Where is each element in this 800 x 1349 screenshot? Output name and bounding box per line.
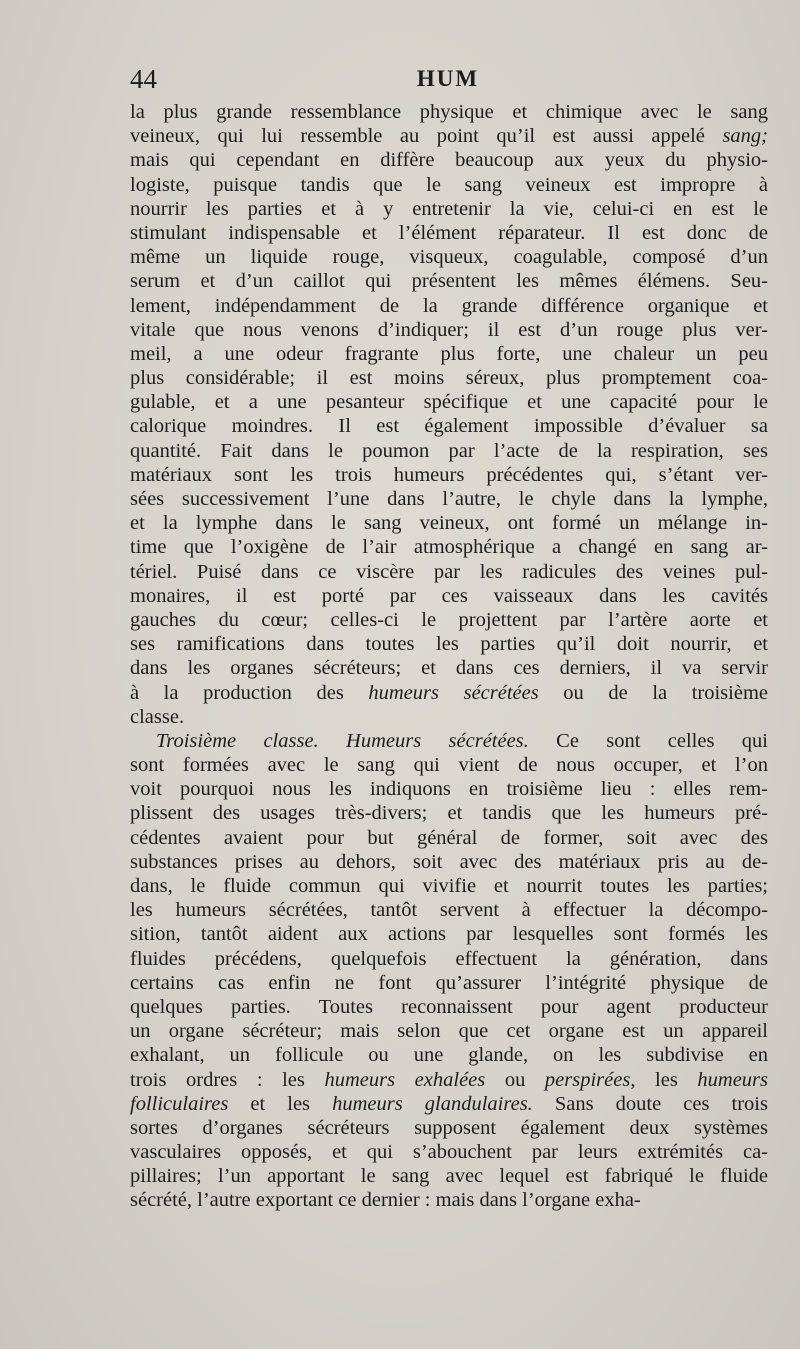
text-span: dans les organes sécréteurs; et dans ces derniers, il va servir xyxy=(130,657,768,680)
text-span: les humeurs sécrétées, tantôt servent à effectuer la décompo- xyxy=(130,899,768,922)
text-line xyxy=(130,148,768,172)
text-span: gulable, et a une pesanteur spécifique et une capacité pour le xyxy=(130,391,768,414)
text-line xyxy=(130,656,768,680)
text-line xyxy=(130,1188,768,1212)
text-line xyxy=(130,705,768,729)
text-span: vitale que nous venons d’indiquer; il est d’un rouge plus ver- xyxy=(130,318,768,341)
text-line xyxy=(130,1164,768,1188)
text-span: stimulant indispensable et l’élément réparateur. Il est donc de xyxy=(130,221,768,244)
text-span: lement, indépendamment de la grande différence organique et xyxy=(130,294,768,317)
text-span: plissent des usages très-divers; et tandis que les humeurs pré- xyxy=(130,802,768,825)
text-span: veineux, qui lui ressemble au point qu’il est aussi appelé xyxy=(130,125,723,148)
italic-text: sang; xyxy=(722,125,768,148)
text-span: certains cas enfin ne font qu’assurer l’intégrité physique de xyxy=(130,971,768,994)
text-span: à la production des xyxy=(130,681,369,704)
text-span: cédentes avaient pour but général de former, soit avec des xyxy=(130,826,768,849)
text-span: quantité. Fait dans le poumon par l’acte de la respiration, ses xyxy=(130,439,768,462)
text-line xyxy=(130,342,768,366)
text-line xyxy=(130,826,768,850)
text-line xyxy=(130,1140,768,1164)
text-line xyxy=(130,947,768,971)
text-line xyxy=(130,995,768,1019)
italic-text: humeurs glandulaires. xyxy=(332,1092,533,1115)
text-line xyxy=(130,560,768,584)
text-span: trois ordres : les xyxy=(130,1068,325,1091)
text-line xyxy=(130,318,768,342)
text-span: time que l’oxigène de l’air atmosphérique a changé en sang ar- xyxy=(130,536,768,559)
text-span: ou xyxy=(485,1068,545,1091)
text-line xyxy=(130,221,768,245)
text-span: vasculaires opposés, et qui s’abouchent par leurs extrémités ca- xyxy=(130,1141,768,1164)
text-span: un organe sécréteur; mais selon que cet organe est un appareil xyxy=(130,1020,768,1043)
text-line xyxy=(130,463,768,487)
text-span: dans, le fluide commun qui vivifie et nourrit toutes les parties; xyxy=(130,875,768,897)
text-span: sition, tantôt aident aux actions par lesquelles sont formés les xyxy=(130,923,768,946)
text-line xyxy=(130,511,768,535)
text-line xyxy=(130,753,768,777)
text-span: meil, a une odeur fragrante plus forte, une chaleur un peu xyxy=(130,342,768,365)
text-span: la plus grande ressemblance physique et chimique avec le sang xyxy=(130,101,768,123)
italic-text: Troisième classe. Humeurs sécrétées. xyxy=(156,729,529,752)
text-span: plus considérable; il est moins séreux, plus promptement coa- xyxy=(130,367,768,390)
text-line xyxy=(130,1092,768,1116)
text-span: ses ramifications dans toutes les parties qu’il doit nourrir, et xyxy=(130,633,768,656)
text-line xyxy=(130,439,768,463)
text-line xyxy=(130,971,768,995)
italic-text: perspirées xyxy=(544,1068,631,1091)
italic-text: folliculaires xyxy=(130,1092,229,1115)
text-line xyxy=(130,922,768,946)
text-line xyxy=(130,366,768,390)
text-span: pillaires; l’un apportant le sang avec lequel est fabriqué le fluide xyxy=(130,1165,768,1188)
text-line xyxy=(130,874,768,898)
text-span: substances prises au dehors, soit avec des matériaux pris au de- xyxy=(130,850,768,873)
italic-text: humeurs exhalées xyxy=(324,1068,486,1091)
body-text xyxy=(130,100,768,1213)
text-span: mais qui cependant en diffère beaucoup aux yeux du physio- xyxy=(130,149,768,172)
italic-text: humeurs sécrétées xyxy=(368,681,539,704)
text-span: monaires, il est porté par ces vaisseaux dans les cavités xyxy=(130,584,768,607)
text-span: Ce sont celles qui xyxy=(528,729,768,752)
text-line xyxy=(130,173,768,197)
text-span: serum et d’un caillot qui présentent les mêmes élémens. Seu- xyxy=(130,270,768,293)
text-span: classe. xyxy=(130,705,185,728)
text-span: nourrir les parties et à y entretenir la vie, celui-ci en est le xyxy=(130,197,768,220)
text-line xyxy=(130,390,768,414)
text-line xyxy=(130,898,768,922)
running-head: HUM xyxy=(416,66,480,91)
text-line xyxy=(130,414,768,438)
text-line xyxy=(130,632,768,656)
text-span: même un liquide rouge, visqueux, coagulable, composé d’un xyxy=(130,246,768,269)
text-span: voit pourquoi nous les indiquons en troisième lieu : elles rem- xyxy=(130,778,768,801)
text-line xyxy=(130,584,768,608)
text-span: et la lymphe dans le sang veineux, ont formé un mélange in- xyxy=(130,512,768,535)
text-line xyxy=(130,777,768,801)
text-span: quelques parties. Toutes reconnaissent pour agent producteur xyxy=(130,995,768,1018)
text-line xyxy=(130,681,768,705)
text-span: tériel. Puisé dans ce viscère par les radicules des veines pul- xyxy=(130,560,768,583)
text-span: logiste, puisque tandis que le sang veineux est impropre à xyxy=(130,173,768,196)
text-line xyxy=(130,487,768,511)
text-line xyxy=(130,1068,768,1092)
page-header xyxy=(128,64,768,100)
text-line xyxy=(130,124,768,148)
text-line xyxy=(130,535,768,559)
italic-text: humeurs xyxy=(697,1068,768,1091)
text-line xyxy=(130,850,768,874)
text-span: calorique moindres. Il est également impossible d’évaluer sa xyxy=(130,415,768,438)
text-line xyxy=(130,197,768,221)
text-span: gauches du cœur; celles-ci le projettent par l’artère aorte et xyxy=(130,608,768,631)
text-span: ou de la troisième xyxy=(538,681,768,704)
text-line xyxy=(130,729,768,753)
text-line xyxy=(130,801,768,825)
text-line xyxy=(130,608,768,632)
text-span: exhalant, un follicule ou une glande, on les subdivise en xyxy=(130,1044,768,1067)
text-line xyxy=(130,100,768,124)
text-span: sont formées avec le sang qui vient de nous occuper, et l’on xyxy=(130,754,768,777)
text-line xyxy=(130,245,768,269)
text-span: sées successivement l’une dans l’autre, le chyle dans la lymphe, xyxy=(130,488,768,510)
text-line xyxy=(130,269,768,293)
text-span: fluides précédens, quelquefois effectuent la génération, dans xyxy=(130,947,768,970)
text-span: , les xyxy=(630,1068,698,1091)
text-line xyxy=(130,1116,768,1140)
page-number: 44 xyxy=(130,64,157,94)
text-line xyxy=(130,294,768,318)
text-line xyxy=(130,1043,768,1067)
text-span: et les xyxy=(228,1092,333,1115)
text-span: sortes d’organes sécréteurs supposent également deux systèmes xyxy=(130,1116,768,1139)
text-span: sécrété, l’autre exportant ce dernier : mais dans l’organe exha- xyxy=(130,1189,641,1212)
text-span: Sans doute ces trois xyxy=(532,1092,768,1115)
text-line xyxy=(130,1019,768,1043)
text-span: matériaux sont les trois humeurs précédentes qui, s’étant ver- xyxy=(130,463,768,486)
